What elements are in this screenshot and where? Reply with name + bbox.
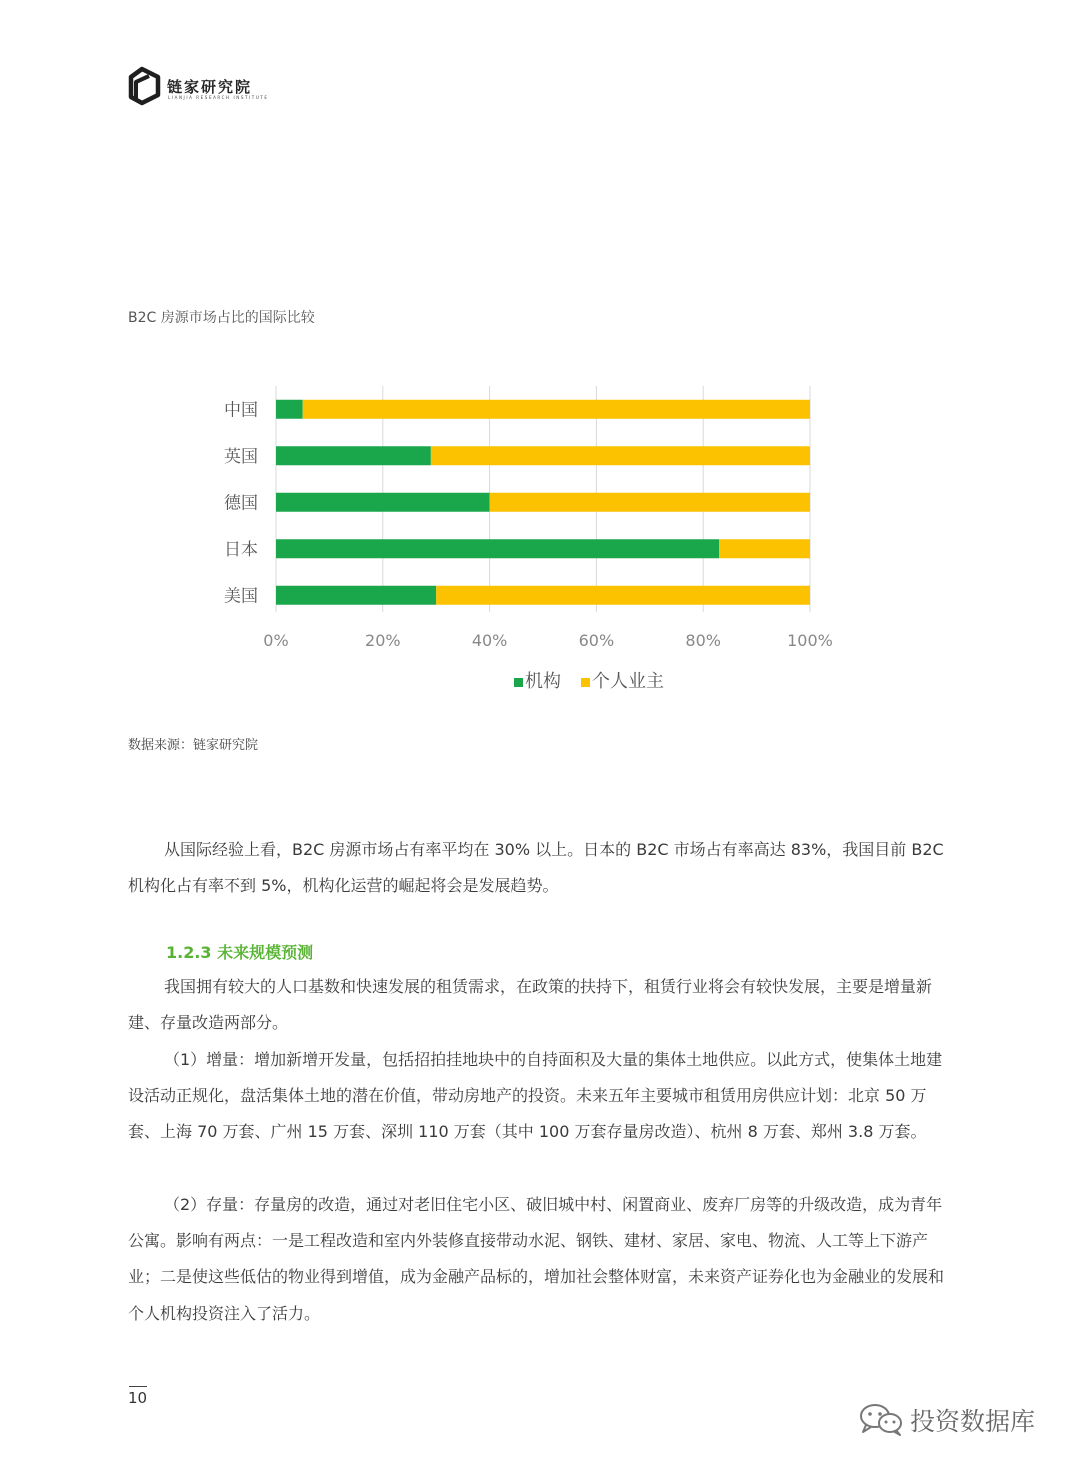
bar-individual [431,446,810,465]
paragraph-intro: 我国拥有较大的人口基数和快速发展的租赁需求，在政策的扶持下，租赁行业将会有较快发展，主要是增量新建、存量改造两部分。 [128,977,933,1033]
legend-label: 个人业主 [592,671,664,692]
x-tick-label: 80% [685,631,721,650]
bar-individual [490,493,810,512]
brand-subtitle: LIANJIA RESEARCH INSTITUTE [168,95,269,100]
paragraph-stock: （2）存量：存量房的改造，通过对老旧住宅小区、破旧城中村、闲置商业、废弃厂房等的升级改造，成为青年公寓。影响有两点：一是工程改造和室内外装修直接带动水泥、钢铁、建材、家居、家电、物流、人工等上下游产业；二是使这些低估的物业得到增值，成为金融产品标的，增加社会整体财富，未来资产证券化也为金融业的发展和个人机构投资注入了活力。 [128,1195,945,1323]
x-tick-label: 100% [787,631,833,650]
bar-individual [436,586,810,605]
paragraph-increment: （1）增量：增加新增开发量，包括招拍挂地块中的自持面积及大量的集体土地供应。以此方式，使集体土地建设活动正规化，盘活集体土地的潜在价值，带动房地产的投资。未来五年主要城市租赁用房供应计划：北京 50 万套、上海 70 万套、广州 15 万套、深圳 110 万套（其中 100 万套存量房改造）、杭州 8 万套、郑州 3.8 万套。 [128,1050,943,1142]
paragraph-international: 从国际经验上看，B2C 房源市场占有率平均在 30% 以上。日本的 B2C 市场占有率高达 83%，我国目前 B2C 机构化占有率不到 5%，机构化运营的崛起将会是发展趋势。 [128,840,944,896]
section-heading: 1.2.3 未来规模预测 [166,943,314,962]
wechat-icon [858,1402,906,1436]
category-label: 美国 [224,586,258,607]
chart-caption: B2C 房源市场占比的国际比较 [128,310,315,326]
bar-individual [719,539,810,558]
bar-institution [276,446,431,465]
watermark-text: 投资数据库 [910,1407,1036,1436]
bar-institution [276,493,490,512]
x-tick-label: 20% [365,631,401,650]
x-tick-label: 60% [578,631,615,650]
brand-name: 链家研究院 [167,78,253,96]
x-tick-label: 0% [263,631,289,650]
data-source: 数据来源：链家研究院 [128,738,259,753]
bar-individual [303,400,810,419]
legend-label: 机构 [525,671,561,692]
category-label: 日本 [224,539,258,560]
stacked-bar-chart [0,0,1080,720]
watermark [858,1398,1058,1438]
category-label: 德国 [224,493,258,514]
category-label: 英国 [224,446,258,467]
category-label: 中国 [224,400,258,421]
bar-institution [276,539,719,558]
bar-institution [276,400,303,419]
page-number-rule [129,1386,147,1387]
bar-institution [276,586,436,605]
legend-swatch [514,678,523,687]
legend-swatch [581,678,590,687]
x-tick-label: 40% [471,631,508,650]
page-number: 10 [128,1389,148,1407]
